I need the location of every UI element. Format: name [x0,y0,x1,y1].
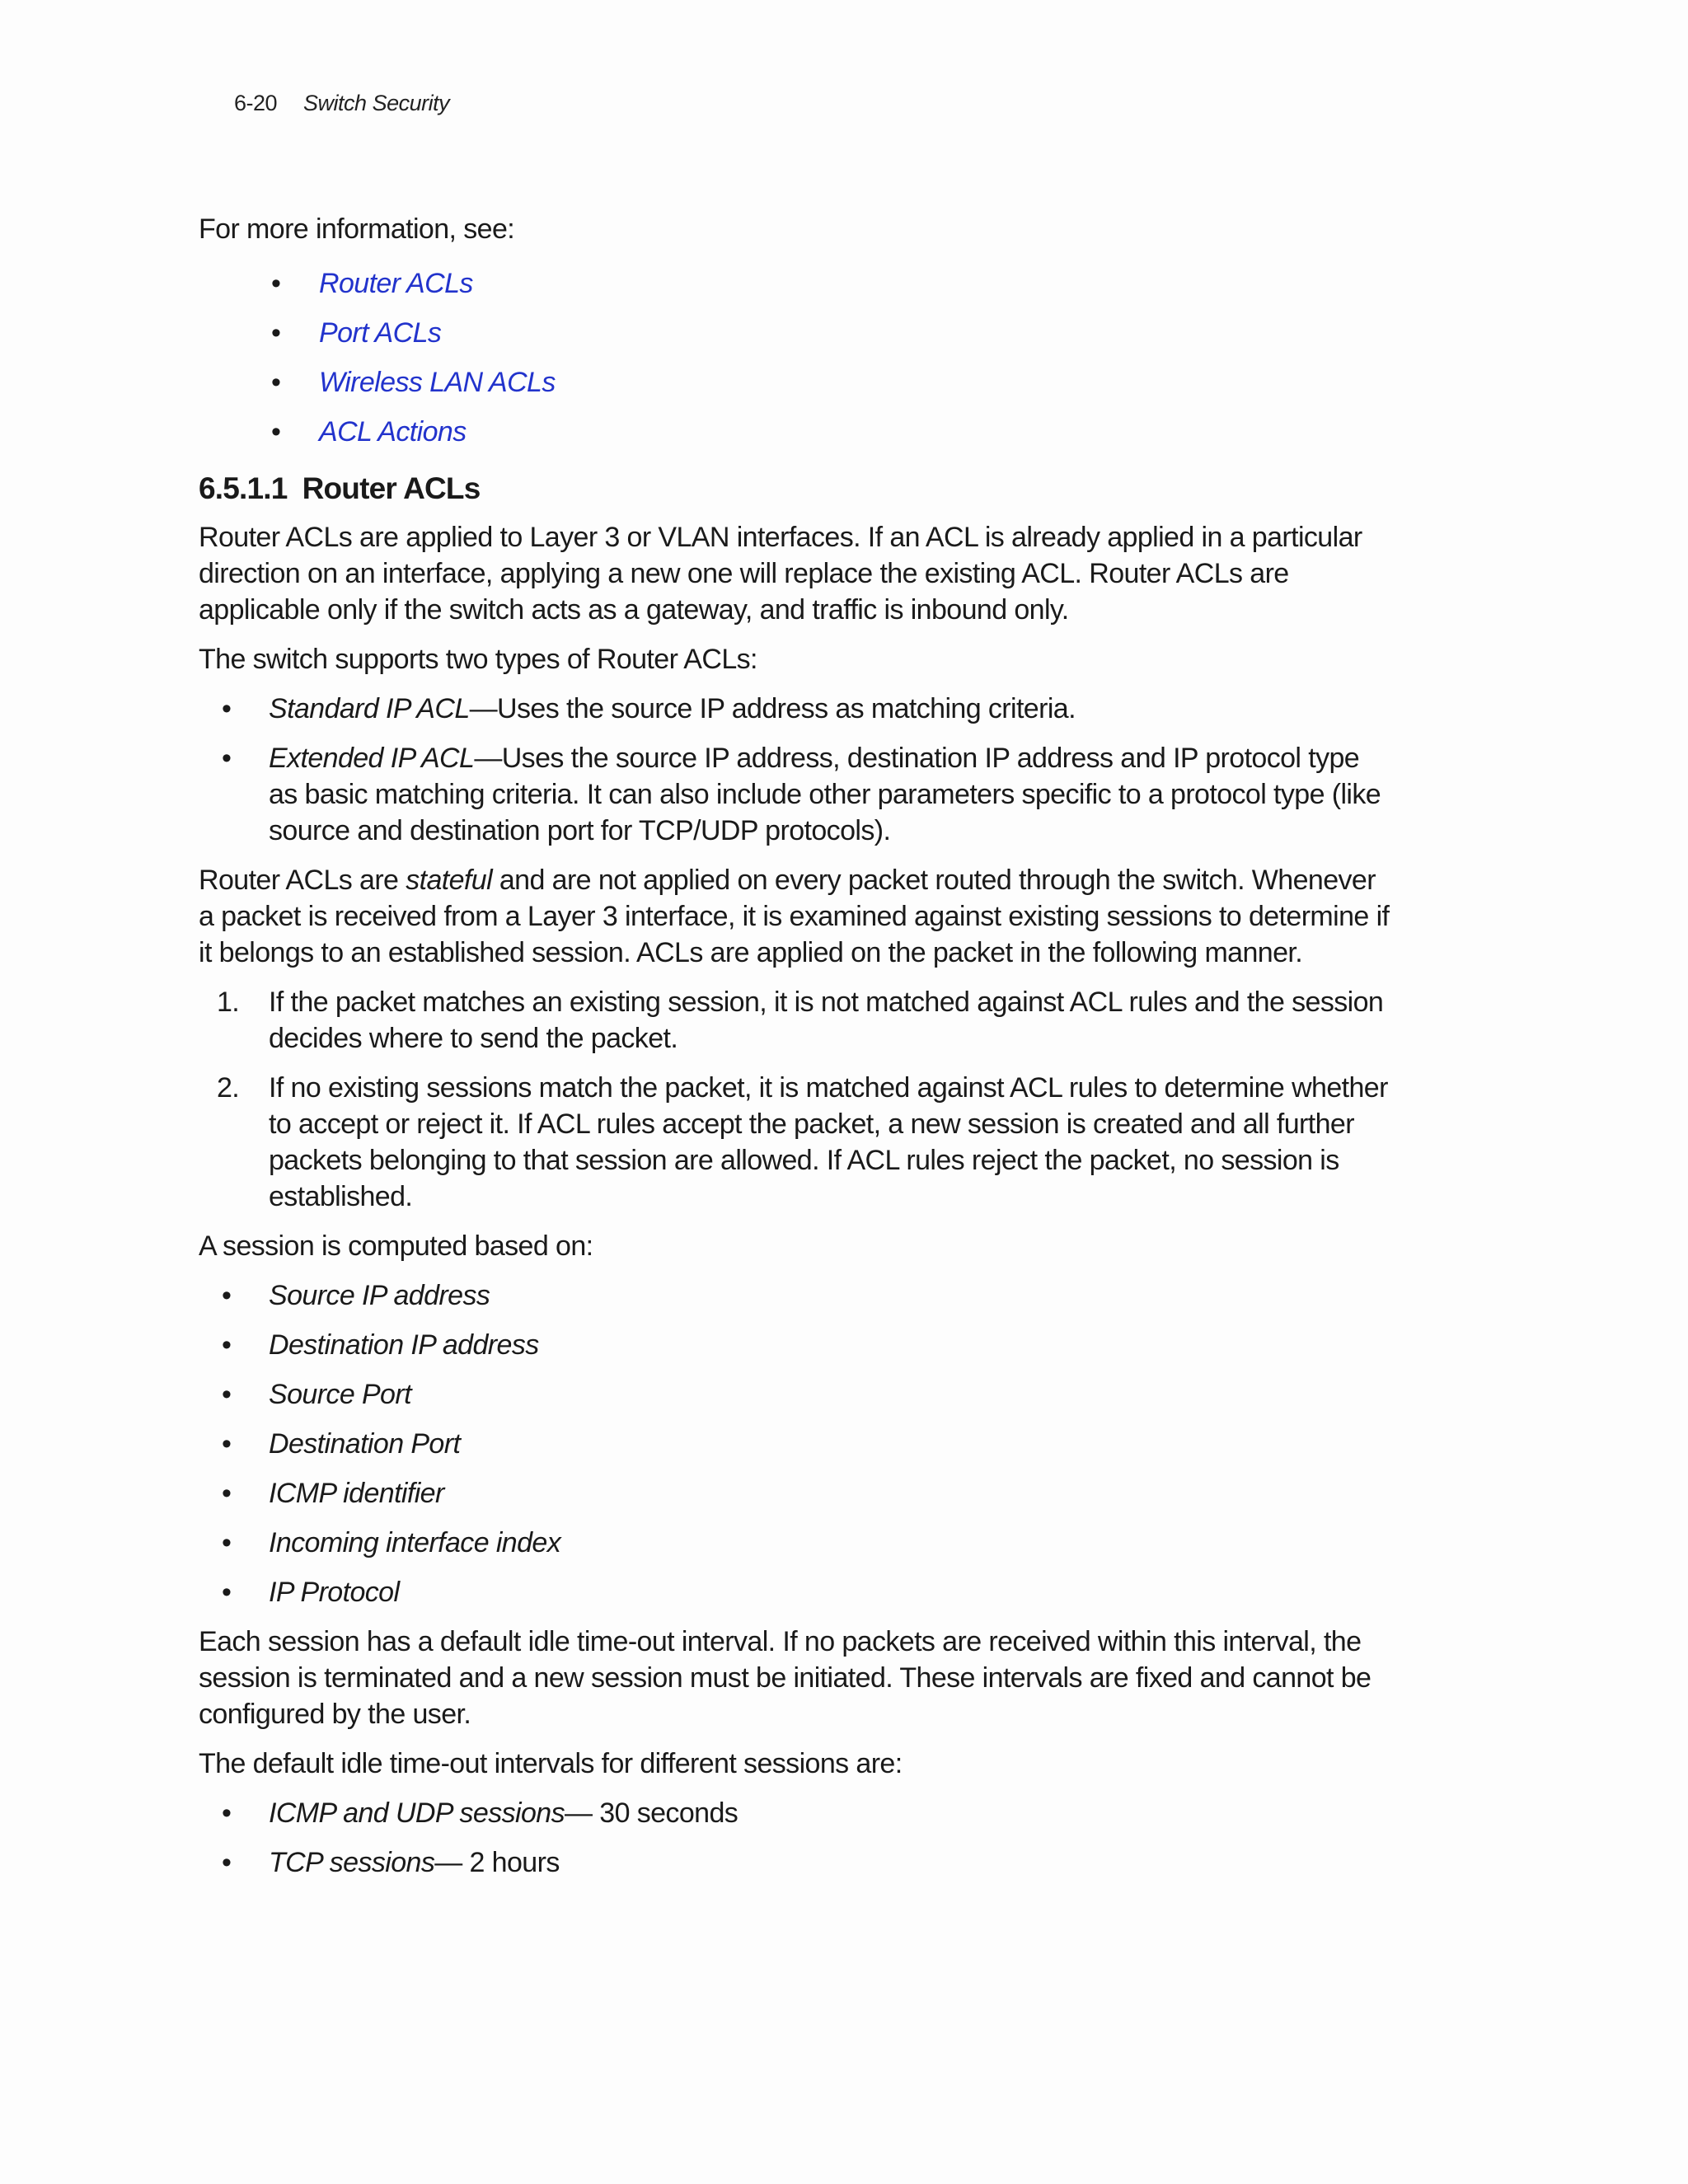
steps-list [199,984,1394,1215]
acl-types-list [199,691,1394,849]
list-item [199,1844,1394,1881]
link-item [199,358,1394,407]
link-item [199,308,1394,358]
list-item [199,1327,1394,1363]
list-item [199,1475,1394,1511]
paragraph: The default idle time-out intervals for different sessions are: [199,1748,903,1779]
link-item [199,407,1394,457]
emphasis: stateful [406,865,493,896]
session-field: Destination IP address [269,1329,539,1361]
list-item [199,1574,1394,1610]
intro-text: For more information, see: [199,213,515,245]
list-item [199,691,1394,727]
bullet: • [222,1527,232,1558]
bullet: • [222,1478,232,1509]
paragraph: Each session has a default idle time-out interval. If no packets are received within this interval, the session is terminated and a new session must be initiated. These intervals are fixed and cannot be configured by the user. [199,1626,1372,1730]
link-acl-actions[interactable]: ACL Actions [319,416,467,448]
term-description: —Uses the source IP address as matching criteria. [469,693,1076,724]
term-description: — 30 seconds [565,1797,738,1829]
bullet: • [222,1847,232,1878]
section-heading [199,468,1394,509]
see-also-links [199,259,1394,457]
paragraph: Router ACLs are applied to Layer 3 or VLAN interfaces. If an ACL is already applied in a particular direction on an interface, applying a new one will replace the existing ACL. Router ACLs are applicable only if the switch acts as a gateway, and traffic is inbound only. [199,522,1362,626]
bullet: • [271,268,281,299]
section-heading-title: Router ACLs [302,471,481,505]
page-content [199,211,1394,1894]
section-number: 6.5.1.1 [199,471,288,505]
list-item [199,984,1394,1057]
term: Standard IP ACL [269,693,470,724]
session-fields-list [199,1277,1394,1610]
list-item [199,740,1394,849]
paragraph: The switch supports two types of Router ACLs: [199,644,757,675]
step-text: If the packet matches an existing session, it is not matched against ACL rules and the session decides where to send the packet. [269,987,1384,1054]
page-number: 6-20 [234,91,278,115]
list-item [199,1795,1394,1831]
bullet: • [222,693,232,724]
link-item [199,259,1394,308]
text-run: and are not applied on every packet routed through the switch. Whenever a packet is received from a Layer 3 interface, it is examined against existing sessions to determine if it belongs to an established session. ACLs are applied on the packet in the following manner. [199,865,1390,968]
session-field: Destination Port [269,1428,461,1460]
term: ICMP and UDP sessions [269,1797,565,1829]
term-description: — 2 hours [434,1847,560,1878]
link-port-acls[interactable]: Port ACLs [319,317,442,349]
bullet: • [271,367,281,398]
term: Extended IP ACL [269,743,475,774]
bullet: • [222,1577,232,1608]
bullet: • [271,317,281,349]
bullet: • [222,1280,232,1311]
bullet: • [222,1379,232,1410]
bullet: • [222,1329,232,1361]
session-field: Incoming interface index [269,1527,561,1558]
term-description: —Uses the source IP address, destination IP address and IP protocol type as basic matching criteria. It can also include other parameters specific to a protocol type (like source and destination port for TCP/UDP protocols). [269,743,1381,846]
step-number: 1. [217,987,240,1018]
bullet: • [222,1428,232,1460]
bullet: • [271,416,281,448]
list-item [199,1525,1394,1561]
term: TCP sessions [269,1847,435,1878]
step-text: If no existing sessions match the packet, it is matched against ACL rules to determine whether to accept or reject it. If ACL rules accept the packet, a new session is created and all further packets belonging to that session are allowed. If ACL rules reject the packet, no session is established. [269,1072,1388,1212]
section-title: Switch Security [303,91,450,115]
list-item [199,1426,1394,1462]
bullet: • [222,1797,232,1829]
session-field: ICMP identifier [269,1478,444,1509]
session-field: Source IP address [269,1280,490,1311]
bullet: • [222,743,232,774]
session-field: IP Protocol [269,1577,400,1608]
list-item [199,1376,1394,1413]
step-number: 2. [217,1072,240,1104]
paragraph [199,862,1394,971]
text-run: Router ACLs are [199,865,406,896]
link-wireless-lan-acls[interactable]: Wireless LAN ACLs [319,367,556,398]
link-router-acls[interactable]: Router ACLs [319,268,473,299]
timeouts-list [199,1795,1394,1881]
session-field: Source Port [269,1379,411,1410]
running-header [234,91,449,116]
list-item [199,1277,1394,1314]
list-item [199,1070,1394,1215]
paragraph: A session is computed based on: [199,1230,593,1262]
